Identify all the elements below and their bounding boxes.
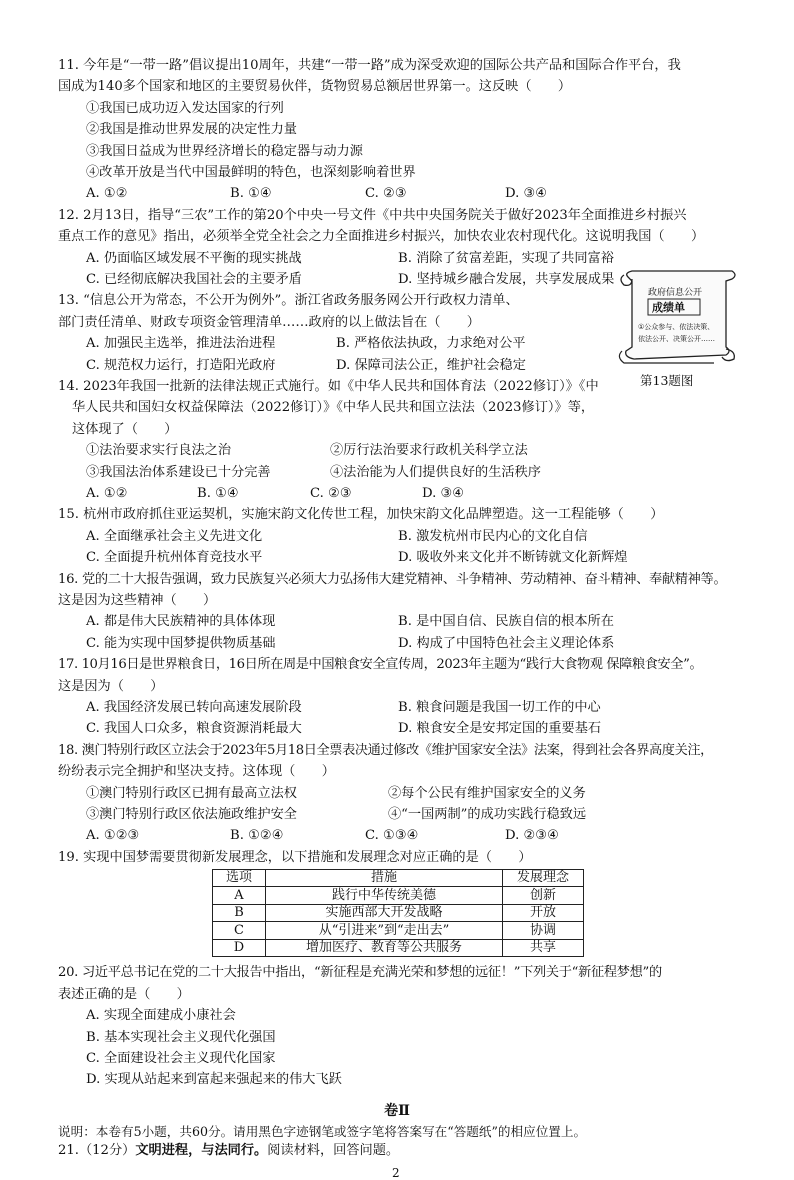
q15-option-d: D. 吸收外来文化并不断铸就文化新辉煌 bbox=[398, 550, 628, 566]
q21-instruction: 阅读材料，回答问题。 bbox=[267, 1143, 400, 1159]
q14-option-d: D. ③④ bbox=[422, 486, 465, 501]
q13-scroll-figure bbox=[614, 267, 744, 367]
q18-statement-1: ①澳门特别行政区已拥有最高立法权 bbox=[86, 785, 297, 801]
q14-statement-2: ②厉行法治要求行政机关科学立法 bbox=[330, 443, 528, 459]
q12-option-c: C. 已经彻底解决我国社会的主要矛盾 bbox=[86, 272, 302, 287]
q18-option-c: C. ①③④ bbox=[365, 828, 419, 844]
q14-option-a: A. ①② bbox=[86, 486, 128, 501]
q17-option-b: B. 粮食问题是我国一切工作的中心 bbox=[398, 700, 601, 715]
table-cell: 实施西部大开发战略 bbox=[266, 904, 503, 922]
q12-option-a: A. 仍面临区域发展不平衡的现实挑战 bbox=[86, 250, 302, 266]
q13-stem-line1: 13. “信息公开为常态，不公开为例外”。浙江省政务服务网公开行政权力清单、 bbox=[58, 293, 519, 309]
q14-statement-4: ④法治能为人们提供良好的生活秩序 bbox=[330, 464, 541, 480]
q11-statement-3: ③我国日益成为世界经济增长的稳定器与动力源 bbox=[86, 143, 363, 159]
q13-stem-line2: 部门责任清单、财政专项资金管理清单……政府的以上做法旨在（ ） bbox=[58, 314, 480, 330]
q13-figure-caption: 第13题图 bbox=[640, 373, 694, 389]
q21-theme: 文明进程，与法同行。 bbox=[135, 1143, 268, 1159]
q12-option-d: D. 坚持城乡融合发展，共享发展成果 bbox=[398, 272, 615, 287]
section-title: 卷Ⅱ bbox=[384, 1103, 410, 1120]
q15-option-b: B. 激发杭州市民内心的文化自信 bbox=[398, 528, 588, 544]
q11-statement-1: ①我国已成功迈入发达国家的行列 bbox=[86, 100, 284, 116]
q13-option-b: B. 严格依法执政，力求绝对公平 bbox=[336, 336, 526, 352]
table-cell: B bbox=[213, 904, 266, 922]
q18-stem-line2: 纷纷表示完全拥护和坚决支持。这体现（ ） bbox=[58, 764, 335, 780]
table-cell: 协调 bbox=[503, 922, 584, 940]
q11-option-a: A. ①② bbox=[86, 186, 128, 202]
q14-option-c: C. ②③ bbox=[310, 486, 352, 501]
q16-option-a: A. 都是伟大民族精神的具体体现 bbox=[86, 614, 276, 630]
q17-option-d: D. 粮食安全是安邦定国的重要基石 bbox=[398, 721, 602, 737]
q17-stem-line2: 这是因为（ ） bbox=[58, 678, 164, 694]
table-cell: 创新 bbox=[503, 887, 584, 905]
q13-option-a: A. 加强民主选举，推进法治进程 bbox=[86, 336, 276, 352]
q14-stem-line1: 14. 2023年我国一批新的法律法规正式施行。如《中华人民共和国体育法（2022修订）》《中 bbox=[58, 379, 599, 394]
scroll-line-1: ①公众参与、依法决策、 bbox=[638, 323, 715, 332]
q12-option-b: B. 消除了贫富差距，实现了共同富裕 bbox=[398, 250, 614, 266]
q18-statement-2: ②每个公民有维护国家安全的义务 bbox=[388, 785, 586, 801]
table-row bbox=[213, 922, 584, 940]
q14-stem-line3: 这体现了（ ） bbox=[72, 421, 178, 437]
q21-stem bbox=[58, 1141, 399, 1161]
q20-stem-line1: 20. 习近平总书记在党的二十大报告中指出，“新征程是充满光荣和梦想的远征！”下列关于“新征程梦想”的 bbox=[58, 965, 662, 981]
q18-statement-4: ④“一国两制”的成功实践行稳致远 bbox=[388, 807, 587, 822]
table-cell: 践行中华传统美德 bbox=[266, 887, 503, 905]
q11-stem-line2: 国成为140多个国家和地区的主要贸易伙伴，货物贸易总额居世界第一。这反映（ ） bbox=[58, 79, 572, 95]
table-row bbox=[213, 904, 584, 922]
q18-stem-line1: 18. 澳门特别行政区立法会于2023年5月18日全票表决通过修改《维护国家安全法》法案，得到社会各界高度关注， bbox=[58, 742, 713, 758]
table-cell: 从“引进来”到“走出去” bbox=[266, 922, 503, 940]
table-header-row bbox=[213, 869, 584, 887]
q14-statement-1: ①法治要求实行良法之治 bbox=[86, 443, 232, 459]
q18-statement-3: ③澳门特别行政区依法施政维护安全 bbox=[86, 807, 297, 822]
q17-stem-line1: 17. 10月16日是世界粮食日，16日所在周是中国粮食安全宣传周，2023年主题为“践行大食物观 保障粮食安全”。 bbox=[58, 657, 703, 673]
q16-option-d: D. 构成了中国特色社会主义理论体系 bbox=[398, 635, 615, 651]
table-cell: 开放 bbox=[503, 904, 584, 922]
q16-stem-line1: 16. 党的二十大报告强调，致力民族复兴必须大力弘扬伟大建党精神、斗争精神、劳动精神、奋斗精神、奉献精神等。 bbox=[58, 571, 727, 587]
page-number: 2 bbox=[392, 1166, 400, 1180]
scroll-illustration bbox=[614, 267, 744, 367]
q21-prefix: 21.（12分） bbox=[58, 1143, 136, 1159]
table-row bbox=[213, 939, 584, 957]
section-note: 说明：本卷有5小题，共60分。请用黑色字迹钢笔或签字笔将答案写在“答题纸”的相应位置上。 bbox=[58, 1124, 587, 1140]
table-cell: D bbox=[213, 939, 266, 957]
q15-option-a: A. 全面继承社会主义先进文化 bbox=[86, 528, 263, 544]
q12-stem-line2: 重点工作的意见》指出，必须举全党全社会之力全面推进乡村振兴，加快农业农村现代化。这说明我国（ ） bbox=[58, 229, 705, 245]
scroll-line-2: 依法公开、决策公开…… bbox=[638, 335, 715, 344]
q18-option-a: A. ①②③ bbox=[86, 828, 140, 844]
q20-option-a: A. 实现全面建成小康社会 bbox=[86, 1008, 236, 1024]
table-header-cell: 选项 bbox=[213, 869, 266, 887]
table-cell: 共享 bbox=[503, 939, 584, 957]
q11-option-c: C. ②③ bbox=[365, 186, 407, 202]
q17-option-c: C. 我国人口众多，粮食资源消耗最大 bbox=[86, 721, 302, 737]
q14-stem-line2: 华人民共和国妇女权益保障法（2022修订）》《中华人民共和国立法法（2023修订）》等， bbox=[72, 400, 595, 416]
q14-option-b: B. ①④ bbox=[197, 486, 239, 501]
q14-statement-3: ③我国法治体系建设已十分完善 bbox=[86, 464, 271, 480]
q16-stem-line2: 这是因为这些精神（ ） bbox=[58, 593, 217, 608]
q19-table bbox=[212, 869, 584, 958]
q20-option-c: C. 全面建设社会主义现代化国家 bbox=[86, 1050, 276, 1066]
q11-statement-2: ②我国是推动世界发展的决定性力量 bbox=[86, 122, 297, 138]
q17-option-a: A. 我国经济发展已转向高速发展阶段 bbox=[86, 700, 302, 715]
scroll-heading: 成绩单 bbox=[652, 301, 685, 315]
table-cell: C bbox=[213, 922, 266, 940]
q11-stem-line1: 11. 今年是“一带一路”倡议提出10周年，共建“一带一路”成为深受欢迎的国际公共产品和国际合作平台，我 bbox=[58, 58, 681, 73]
q18-option-b: B. ①②④ bbox=[230, 828, 284, 844]
table-header-cell: 发展理念 bbox=[503, 869, 584, 887]
q20-option-b: B. 基本实现社会主义现代化强国 bbox=[86, 1029, 276, 1045]
table-row bbox=[213, 887, 584, 905]
q19-stem: 19. 实现中国梦需要贯彻新发展理念，以下措施和发展理念对应正确的是（ ） bbox=[58, 849, 532, 865]
scroll-title: 政府信息公开 bbox=[648, 288, 703, 299]
table-header-cell: 措施 bbox=[266, 869, 503, 887]
q18-option-d: D. ②③④ bbox=[505, 828, 559, 844]
q16-option-c: C. 能为实现中国梦提供物质基础 bbox=[86, 635, 276, 651]
q11-option-b: B. ①④ bbox=[230, 186, 272, 202]
table-cell: 增加医疗、教育等公共服务 bbox=[266, 939, 503, 957]
table-cell: A bbox=[213, 887, 266, 905]
q15-stem: 15. 杭州市政府抓住亚运契机，实施宋韵文化传世工程，加快宋韵文化品牌塑造。这一工程能够（ ） bbox=[58, 507, 664, 523]
q15-option-c: C. 全面提升杭州体育竞技水平 bbox=[86, 550, 263, 566]
q13-option-d: D. 保障司法公正，维护社会稳定 bbox=[336, 357, 526, 373]
q13-option-c: C. 规范权力运行，打造阳光政府 bbox=[86, 357, 276, 373]
q11-option-d: D. ③④ bbox=[505, 186, 548, 202]
q11-statement-4: ④改革开放是当代中国最鲜明的特色，也深刻影响着世界 bbox=[86, 165, 416, 180]
q20-option-d: D. 实现从站起来到富起来强起来的伟大飞跃 bbox=[86, 1072, 342, 1088]
q20-stem-line2: 表述正确的是（ ） bbox=[58, 986, 190, 1002]
q16-option-b: B. 是中国自信、民族自信的根本所在 bbox=[398, 614, 614, 630]
q12-stem-line1: 12. 2月13日，指导“三农”工作的第20个中央一号文件《中共中央国务院关于做好2023年全面推进乡村振兴 bbox=[58, 207, 687, 223]
